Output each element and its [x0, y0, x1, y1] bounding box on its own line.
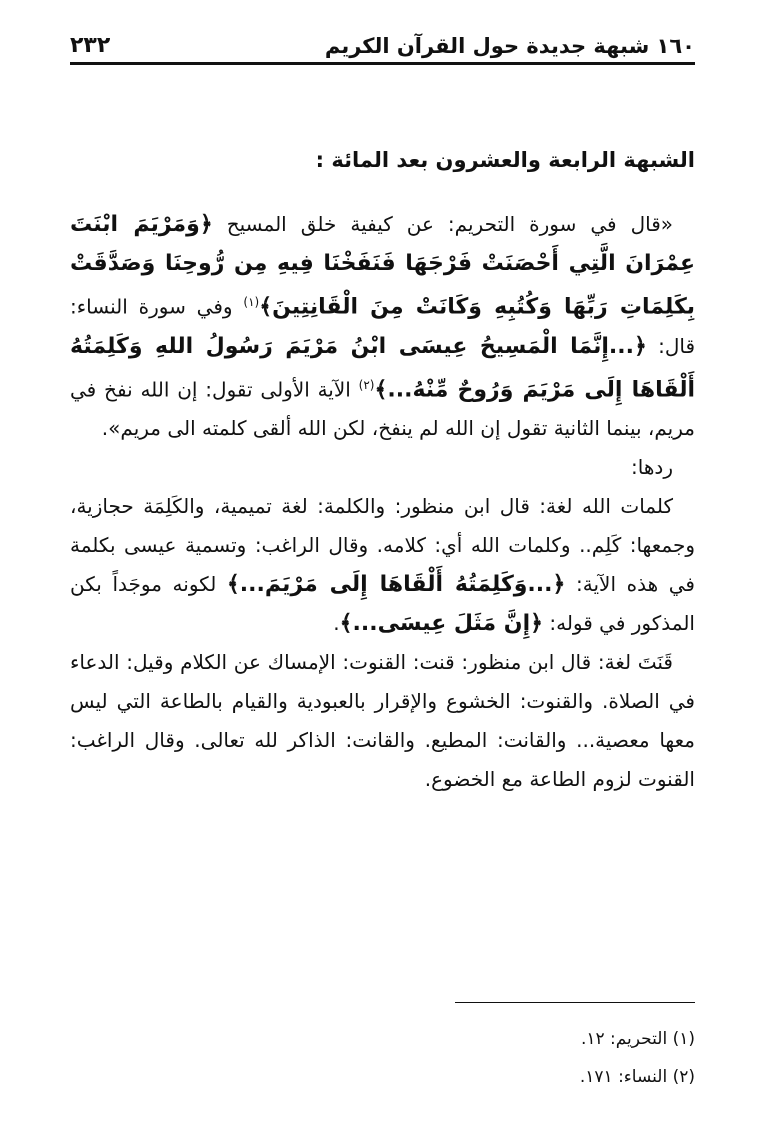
body-text [70, 205, 695, 799]
kalimat-text-2: لكونه موجَداً بكن المذكور في قوله: [70, 572, 695, 636]
page-number: ٢٣٢ [70, 33, 111, 58]
footnote-divider [455, 1002, 695, 1003]
footnotes [70, 1020, 695, 1096]
reply-label: ردها: [631, 455, 673, 480]
paragraph-objection [70, 205, 695, 448]
footnote-2: (٢) النساء: ١٧١. [579, 1067, 695, 1087]
paragraph-qanata: قَنَتَ لغة: قال ابن منظور: قنت: القنوت: الإمساك عن الكلام وقيل: الدعاء في الصلاة. والقنوت: الخشوع والإقرار بالعبودية والقيام بالطاعة التي ليس معها معصية... والقانت: المطيع. والقانت: الذاكر لله تعالى. وقال الراغب: القنوت لزوم الطاعة مع الخضوع. [70, 650, 695, 792]
footnote-ref-1[interactable]: (١) [243, 295, 260, 309]
quran-verse-mathal: ﴿إِنَّ مَثَلَ عِيسَى...﴾ [339, 611, 544, 637]
objection-intro: «قال في سورة التحريم: عن كيفية خلق المسيح [212, 212, 673, 236]
kalimat-text-1: كلمات الله لغة: قال ابن منظور: والكلمة: لغة تميمية، والكَلِمَة حجازية، وجمعها: كَلِم.. وكلمات الله أي: كلامه. وقال الراغب: وتسمية عيسى بكلمة في هذه الآية: [70, 494, 695, 597]
objection-rest: الآية الأولى تقول: إن الله نفخ في مريم، بينما الثانية تقول إن الله لم ينفخ، لكن الله ألقى كلمته الى مريم». [70, 377, 695, 441]
page-header [70, 30, 695, 65]
quran-verse-kalimatuhu: ﴿...وَكَلِمَتُهُ أَلْقَاهَا إِلَى مَرْيَمَ...﴾ [226, 572, 566, 598]
quran-verse-nisa: ﴿...إِنَّمَا الْمَسِيحُ عِيسَى ابْنُ مَرْيَمَ رَسُولُ اللهِ وَكَلِمَتُهُ أَلْقَاهَا إِلَى مَرْيَمَ وَرُوحٌ مِّنْهُ...﴾ [70, 333, 695, 403]
paragraph-kalimat [70, 487, 695, 643]
quran-verse-tahrim: ﴿وَمَرْيَمَ ابْنَتَ عِمْرَانَ الَّتِي أَحْصَنَتْ فَرْجَهَا فَنَفَخْنَا فِيهِ مِن رُّوحِنَا وَصَدَّقَتْ بِكَلِمَاتِ رَبِّهَا وَكُتُبِهِ وَكَانَتْ مِنَ الْقَانِتِينَ﴾ [70, 212, 696, 320]
section-heading: الشبهة الرابعة والعشرون بعد المائة : [315, 148, 695, 172]
footnote-1: (١) التحريم: ١٢. [580, 1029, 695, 1049]
book-title: ١٦٠ شبهة جديدة حول القرآن الكريم [324, 34, 695, 58]
kalimat-text-3: . [333, 611, 340, 636]
footnote-ref-2[interactable]: (٢) [358, 377, 375, 392]
objection-mid: وفي سورة النساء: قال: [70, 294, 696, 358]
